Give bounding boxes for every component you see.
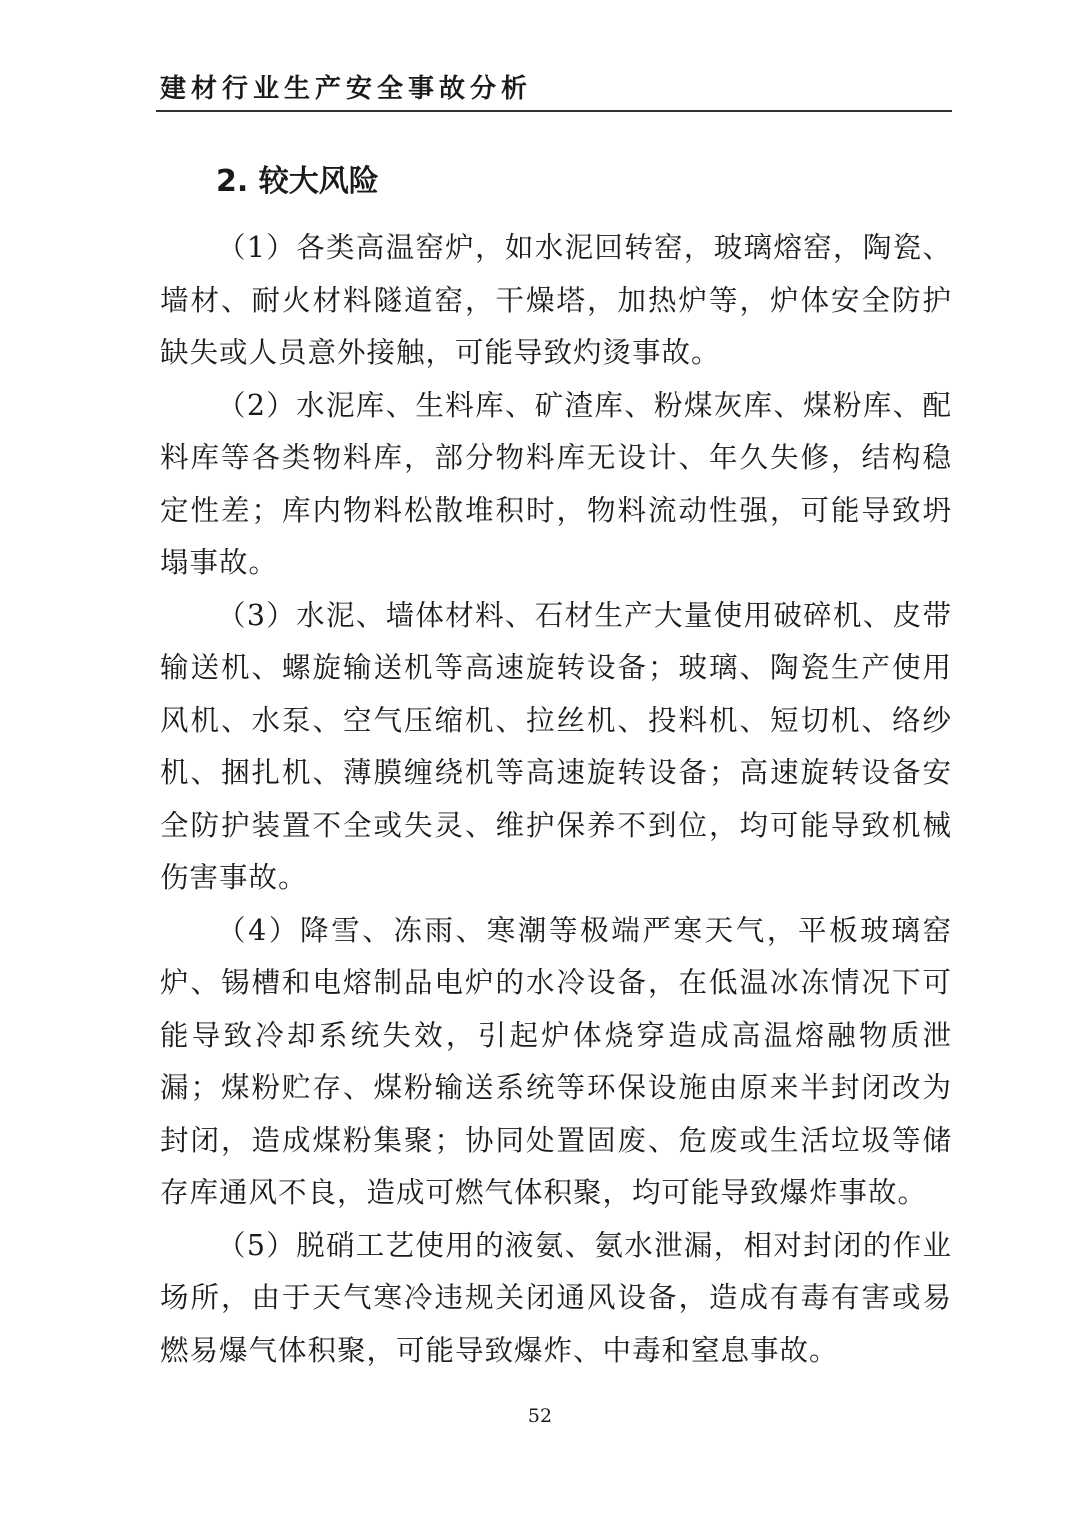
- page-number: 52: [527, 1405, 553, 1427]
- running-header: 建材行业生产安全事故分析: [160, 74, 533, 104]
- paragraph-2: （2）水泥库、生料库、矿渣库、粉煤灰库、煤粉库、配料库等各类物料库，部分物料库无设计、年久失修，结构稳定性差；库内物料松散堆积时，物料流动性强，可能导致坍塌事故。: [160, 388, 952, 579]
- body-text: [160, 222, 952, 1377]
- paragraph-5: （5）脱硝工艺使用的液氨、氨水泄漏，相对封闭的作业场所，由于天气寒冷违规关闭通风设备，造成有毒有害或易燃易爆气体积聚，可能导致爆炸、中毒和窒息事故。: [160, 1228, 952, 1367]
- section-heading: 2. 较大风险: [216, 164, 379, 199]
- paragraph-3: （3）水泥、墙体材料、石材生产大量使用破碎机、皮带输送机、螺旋输送机等高速旋转设备；玻璃、陶瓷生产使用风机、水泵、空气压缩机、拉丝机、投料机、短切机、络纱机、捆扎机、薄膜缠绕机等高速旋转设备；高速旋转设备安全防护装置不全或失灵、维护保养不到位，均可能导致机械伤害事故。: [160, 598, 952, 894]
- header-rule: [156, 110, 952, 112]
- paragraph-4: （4）降雪、冻雨、寒潮等极端严寒天气，平板玻璃窑炉、锡槽和电熔制品电炉的水冷设备，在低温冰冻情况下可能导致冷却系统失效，引起炉体烧穿造成高温熔融物质泄漏；煤粉贮存、煤粉输送系统等环保设施由原来半封闭改为封闭，造成煤粉集聚；协同处置固废、危废或生活垃圾等储存库通风不良，造成可燃气体积聚，均可能导致爆炸事故。: [160, 913, 952, 1209]
- paragraph-1: （1）各类高温窑炉，如水泥回转窑，玻璃熔窑，陶瓷、墙材、耐火材料隧道窑，干燥塔，加热炉等，炉体安全防护缺失或人员意外接触，可能导致灼烫事故。: [160, 231, 952, 369]
